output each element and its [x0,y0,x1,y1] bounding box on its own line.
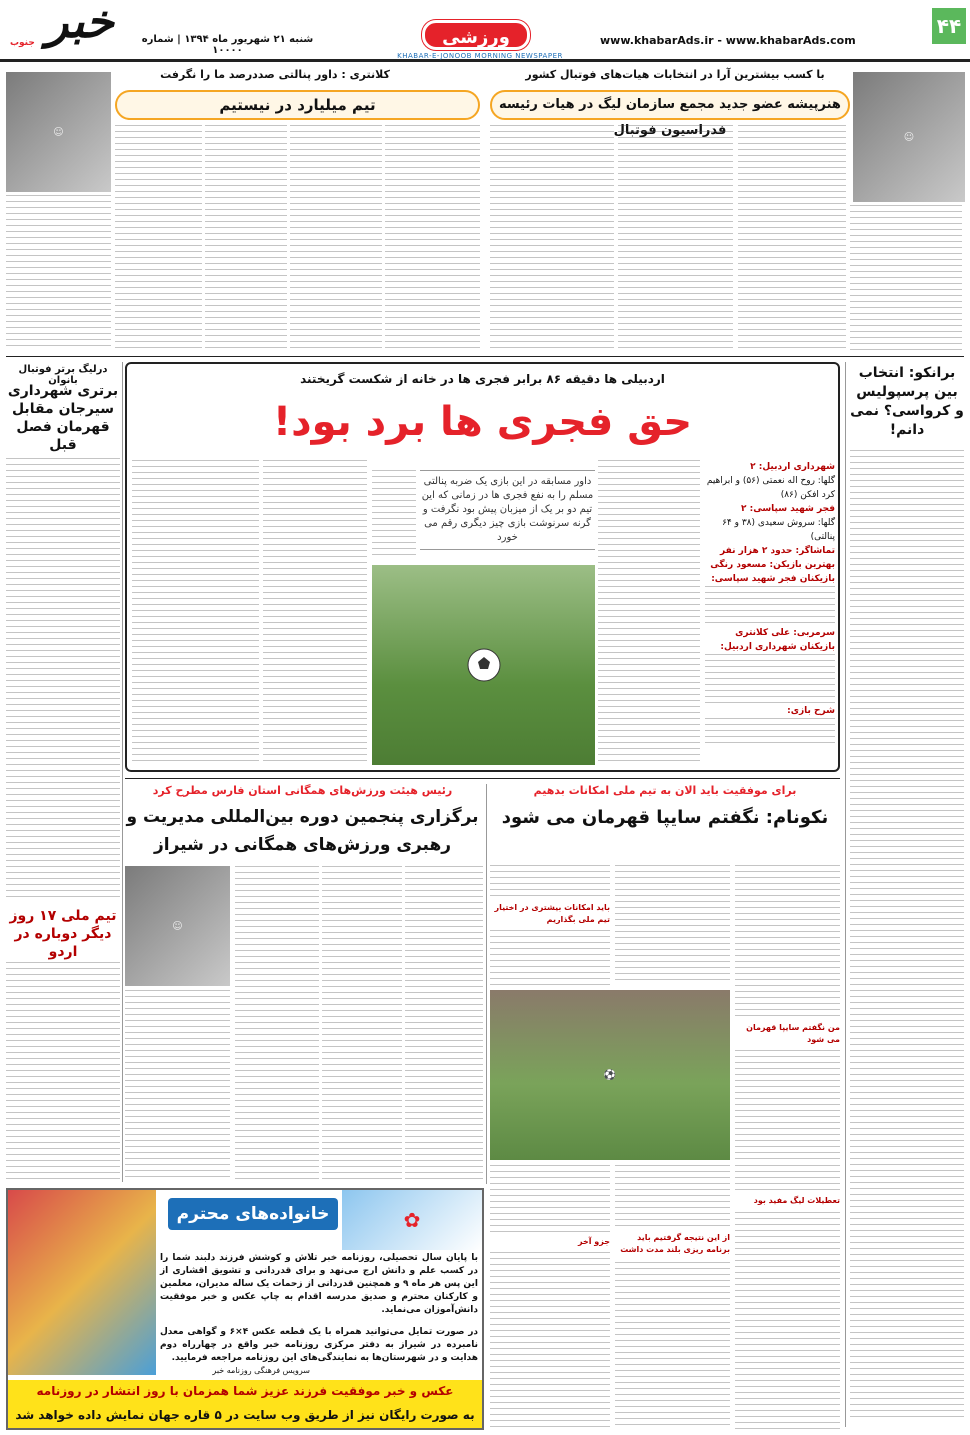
ad-banner-2: به صورت رایگان نیز از طریق وب سایت در ۵ قاره جهان نمایش داده خواهد شد [8,1402,482,1428]
lineup-line: تماشاگر: حدود ۲ هزار نفر [720,546,835,556]
logo-subtitle: جنوب [10,38,35,48]
story3-subhead-5: جزو آخر [578,1237,610,1246]
main-pullquote: داور مسابقه در این بازی یک ضربه پنالتی مسلم را به نفع فجری ها در زمانی که این تیم دو بر یک از میزبان پیش بود نگرفت و گرنه سرنوشت بازی چیز دیگری رقم می خورد [420,470,595,550]
sidebar-left-headline: برتری شهرداری سیرجان مقابل قهرمان فصل قبل [7,383,119,453]
masthead [0,0,970,62]
story1-column-4 [490,125,614,350]
main-headline: حق فجری ها برد بود! [272,399,693,445]
story1-kicker: با کسب بیشترین آرا در انتخابات هیات‌های فوتبال کشور [525,68,825,81]
story2-column-2 [290,125,382,350]
main-column-2 [372,470,416,560]
ad-signature: سرویس فرهنگی روزنامه خبر [212,1366,310,1375]
story3-column-2 [615,865,730,985]
story2-photo [6,72,111,192]
story-divider-vertical [486,784,487,1184]
story3-subhead-2: باید امکانات بیشتری در اختیار تیم ملی بگذاریم [494,903,610,924]
story3-headline: نکونام: نگفتم سایپا قهرمان می شود [501,807,829,828]
main-column-3 [263,460,367,765]
sidebar-right-divider [845,362,846,1427]
person-photo-icon: ☺ [53,126,64,138]
newspaper-logo [4,2,122,58]
person-photo-icon: ☺ [903,131,915,143]
story2-kicker: کلانتری : داور پنالتی صددرصد ما را نگرفت [160,68,390,81]
sidebar-left [6,362,120,1182]
person-photo-icon: ☺ [172,920,183,932]
soccer-ball-icon [464,645,504,685]
ad-title: خانواده‌های محترم [168,1198,338,1230]
story3-subhead-4: تعطیلات لیگ مفید بود [753,1196,840,1205]
lineup-line: بازیکنان فجر شهید سپاسی: [711,574,835,584]
story1-photo [853,72,965,202]
story1-column-3 [618,125,733,350]
main-kicker: اردبیلی ها دقیقه ۸۶ برابر فجری ها در خانه از شکست گریختند [300,372,665,386]
story3-photo [490,990,730,1160]
story3-column-3b [490,930,610,985]
lineup-line: سرمربی: علی کلانتری [735,628,835,638]
sidebar-right-body [850,450,964,1420]
story2-headline-bar [115,90,480,120]
story3-kicker: برای موفقیت باید الان به تیم ملی امکانات بدهیم [533,784,797,797]
logo-text: خبر [46,0,114,48]
story4-column-1 [405,866,483,1181]
section-label: ورزشی [422,20,530,50]
lineup-column [705,460,835,765]
story4-kicker: رئیس هیئت ورزش‌های همگانی استان فارس مطرح کرد [152,784,453,797]
story2-column-4 [115,125,202,350]
story2-column-3 [205,125,287,350]
story1-column-2 [738,125,846,350]
story1-headline-bar [490,90,850,138]
story3-column-4b [735,1212,840,1430]
sidebar-left-divider [122,362,123,1182]
butterfly-icon: ✿ [403,1208,421,1232]
story1-headline: هنرپیشه عضو جدید مجمع سازمان لیگ در هیات رئیسه فدراسیون فوتبال [499,97,841,138]
story3-column-6 [490,1165,610,1235]
ad-box [6,1188,484,1430]
story3-subhead-1: من نگفتم سایپا قهرمان می شود [746,1023,840,1044]
story3-column-4 [735,1165,840,1193]
story2-headline: تیم میلیارد در نیستیم [219,96,376,114]
story4-column-4 [125,990,230,1181]
lineup-line: شرح بازی: [787,706,835,716]
page-number: ۴۴ [932,8,966,44]
story3-column-5b [615,1262,730,1430]
story3-column-1b [735,1050,840,1160]
main-column-4 [132,460,259,765]
ad-photo-right [342,1190,482,1250]
website: www.khabarAds.ir - www.khabarAds.com [600,34,856,47]
story4-photo [125,866,230,986]
sidebar-left-headline-2: تیم ملی ۱۷ روز دیگر دوباره در اردو [9,908,117,960]
story3-column-5 [615,1165,730,1230]
ad-body-1: با پایان سال تحصیلی، روزنامه خبر تلاش و کوشش فرزند دلبند شما را در کسب علم و دانش ارج می‌نهد و برای قدردانی و تشویق اقشاری از این پس هر ماه ۹ و همچنین قدردانی از زحمات یک ساله مدیران، معلمین و کارکنان محترم و صدیق مدرسه اقدام به چاپ عکس و خبر موفقیت دانش‌آموزان می‌نماید. [160,1253,478,1315]
story4-headline: برگزاری پنجمین دوره بین‌المللی مدیریت و رهبری ورزش‌های همگانی در شیراز [126,807,479,855]
divider-top [6,356,964,357]
divider-middle [125,778,840,779]
lineup-line: شهرداری اردبیل: ۲ [750,462,835,472]
ad-banner-1: عکس و خبر موفقیت فرزند عزیز شما همزمان با روز انتشار در روزنامه [8,1380,482,1402]
story2-column-1 [385,125,480,350]
story3-subhead-3: از این نتیجه گرفتیم باید برنامه ریزی بلند مدت داشت [620,1233,730,1254]
story3-column-1 [735,865,840,1020]
ad-photo-left [8,1190,156,1375]
lineup-line: گلها: روح اله نعمتی (۵۶) و ابراهیم کرد افکن (۸۶) [706,476,835,500]
sidebar-left-body-2 [6,962,120,1182]
sidebar-right-headline: برانکو: انتخاب بین پرسپولیس و کرواسی؟ نمی دانم! [850,365,964,438]
story2-column-5 [6,195,111,350]
lineup-line: بازیکنان شهرداری اردبیل: [720,642,835,652]
ad-body-2: در صورت تمایل می‌توانید همراه با یک قطعه عکس ۴×۶ و گواهی معدل نامبرده در شیراز به دفتر مرکزی روزنامه خبر واقع در چهارراه دوم هدایت و در شهرستان‌ها به نمایندگی‌های این روزنامه مراجعه فرمایید. [160,1327,478,1363]
lineup-line: گلها: سروش سعیدی (۳۸ و ۶۴ پنالتی) [722,518,835,542]
sidebar-left-kicker: درلیگ برتر فوتبال بانوان [18,364,108,386]
story4-column-2 [322,866,402,1181]
sidebar-right [850,362,964,1427]
lineup-line: فجر شهید سپاسی: ۲ [740,504,835,514]
story3-column-6b [490,1252,610,1430]
football-photo [372,565,595,765]
section-subtitle: KHABAR-E-JONOOB MORNING NEWSPAPER [397,52,563,60]
sidebar-left-body [6,458,120,898]
story3-column-3 [490,865,610,900]
main-column-1 [598,460,700,765]
players-photo-icon: ⚽ [603,1069,617,1081]
date-line: شنبه ۲۱ شهریور ماه ۱۳۹۴ | شماره ۱۰۰۰۰ [141,34,314,56]
story4-column-3 [235,866,319,1181]
lineup-line: بهترین بازیکن: مسعود رنگی [710,560,835,570]
story1-column-1 [850,205,962,350]
